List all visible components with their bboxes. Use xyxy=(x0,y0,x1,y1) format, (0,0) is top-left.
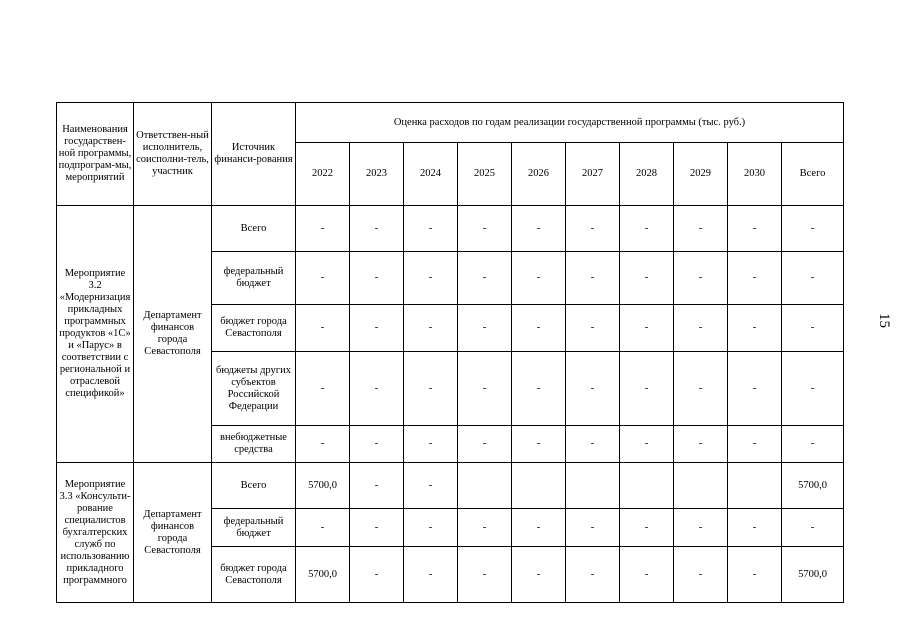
value-cell: - xyxy=(620,206,674,252)
year-header: 2028 xyxy=(620,143,674,206)
value-cell: - xyxy=(728,547,782,603)
value-cell: - xyxy=(566,305,620,352)
value-cell: - xyxy=(350,509,404,547)
measure-name: Мероприятие 3.3 «Консульти-рование специалистов бухгалтерских служб по использованию прикладного программного xyxy=(57,463,134,603)
responsible-cell: Департамент финансов города Севастополя xyxy=(134,463,212,603)
value-cell: - xyxy=(350,547,404,603)
value-cell: - xyxy=(674,509,728,547)
value-cell: - xyxy=(296,305,350,352)
value-cell: - xyxy=(728,252,782,305)
value-cell: - xyxy=(782,426,844,463)
value-cell: - xyxy=(458,509,512,547)
value-cell: - xyxy=(782,352,844,426)
value-cell xyxy=(728,463,782,509)
table-body xyxy=(57,103,844,603)
value-cell: - xyxy=(350,305,404,352)
value-cell: - xyxy=(512,206,566,252)
value-cell: - xyxy=(566,352,620,426)
value-cell: 5700,0 xyxy=(296,463,350,509)
value-cell: - xyxy=(458,305,512,352)
value-cell: - xyxy=(620,305,674,352)
year-header: 2030 xyxy=(728,143,782,206)
year-header: 2027 xyxy=(566,143,620,206)
value-cell: - xyxy=(620,426,674,463)
value-cell: - xyxy=(458,206,512,252)
value-cell: - xyxy=(620,547,674,603)
value-cell: - xyxy=(620,352,674,426)
value-cell: - xyxy=(674,352,728,426)
value-cell: - xyxy=(674,426,728,463)
value-cell: - xyxy=(350,426,404,463)
source-cell: Всего xyxy=(212,463,296,509)
header-responsible: Ответствен-ный исполнитель, соисполни-тель, участник xyxy=(134,103,212,206)
value-cell: - xyxy=(404,206,458,252)
value-cell: - xyxy=(296,426,350,463)
year-header: 2029 xyxy=(674,143,728,206)
year-header: 2024 xyxy=(404,143,458,206)
value-cell: - xyxy=(728,352,782,426)
header-source: Источник финанси-рования xyxy=(212,103,296,206)
value-cell: - xyxy=(350,463,404,509)
value-cell: - xyxy=(566,547,620,603)
value-cell: - xyxy=(296,352,350,426)
value-cell xyxy=(674,463,728,509)
value-cell: - xyxy=(728,426,782,463)
value-cell: - xyxy=(512,547,566,603)
value-cell: - xyxy=(620,509,674,547)
value-cell: - xyxy=(782,305,844,352)
value-cell: - xyxy=(512,305,566,352)
value-cell: - xyxy=(404,463,458,509)
value-cell: - xyxy=(728,509,782,547)
value-cell: - xyxy=(296,252,350,305)
source-cell: Всего xyxy=(212,206,296,252)
source-cell: бюджет города Севастополя xyxy=(212,305,296,352)
value-cell: - xyxy=(404,509,458,547)
value-cell: - xyxy=(512,252,566,305)
header-row xyxy=(57,103,844,143)
value-cell: - xyxy=(458,426,512,463)
value-cell xyxy=(458,463,512,509)
year-header: 2026 xyxy=(512,143,566,206)
value-cell: - xyxy=(512,352,566,426)
value-cell: - xyxy=(404,352,458,426)
value-cell: - xyxy=(404,426,458,463)
value-cell: - xyxy=(404,547,458,603)
table-row xyxy=(57,206,844,252)
value-cell xyxy=(512,463,566,509)
table-row xyxy=(57,463,844,509)
year-header: 2022 xyxy=(296,143,350,206)
value-cell: - xyxy=(674,206,728,252)
value-cell: - xyxy=(296,509,350,547)
value-cell: - xyxy=(350,252,404,305)
source-cell: бюджеты других субъектов Российской Федерации xyxy=(212,352,296,426)
value-cell: - xyxy=(404,305,458,352)
source-cell: внебюджетные средства xyxy=(212,426,296,463)
value-cell: - xyxy=(728,206,782,252)
source-cell: федеральный бюджет xyxy=(212,509,296,547)
year-header: 2023 xyxy=(350,143,404,206)
year-header: Всего xyxy=(782,143,844,206)
header-estimate: Оценка расходов по годам реализации государственной программы (тыс. руб.) xyxy=(296,103,844,143)
value-cell: 5700,0 xyxy=(782,463,844,509)
responsible-cell: Департамент финансов города Севастополя xyxy=(134,206,212,463)
value-cell: - xyxy=(674,305,728,352)
value-cell: - xyxy=(566,426,620,463)
source-cell: бюджет города Севастополя xyxy=(212,547,296,603)
value-cell: - xyxy=(620,252,674,305)
value-cell: 5700,0 xyxy=(782,547,844,603)
value-cell: 5700,0 xyxy=(296,547,350,603)
value-cell: - xyxy=(404,252,458,305)
value-cell xyxy=(620,463,674,509)
value-cell: - xyxy=(458,547,512,603)
value-cell: - xyxy=(350,352,404,426)
value-cell: - xyxy=(566,252,620,305)
value-cell xyxy=(566,463,620,509)
value-cell: - xyxy=(782,206,844,252)
source-cell: федеральный бюджет xyxy=(212,252,296,305)
page-number: 15 xyxy=(876,313,892,328)
value-cell: - xyxy=(296,206,350,252)
expenditure-table xyxy=(56,102,844,603)
header-name: Наименования государствен-ной программы, подпрограм-мы, мероприятий xyxy=(57,103,134,206)
value-cell: - xyxy=(674,252,728,305)
value-cell: - xyxy=(350,206,404,252)
value-cell: - xyxy=(566,509,620,547)
value-cell: - xyxy=(782,509,844,547)
year-header: 2025 xyxy=(458,143,512,206)
value-cell: - xyxy=(512,426,566,463)
value-cell: - xyxy=(512,509,566,547)
value-cell: - xyxy=(458,352,512,426)
measure-name: Мероприятие 3.2 «Модернизация прикладных программных продуктов «1С» и «Парус» в соответствии с региональной и отраслевой спецификой» xyxy=(57,206,134,463)
value-cell: - xyxy=(674,547,728,603)
value-cell: - xyxy=(728,305,782,352)
value-cell: - xyxy=(782,252,844,305)
value-cell: - xyxy=(566,206,620,252)
value-cell: - xyxy=(458,252,512,305)
